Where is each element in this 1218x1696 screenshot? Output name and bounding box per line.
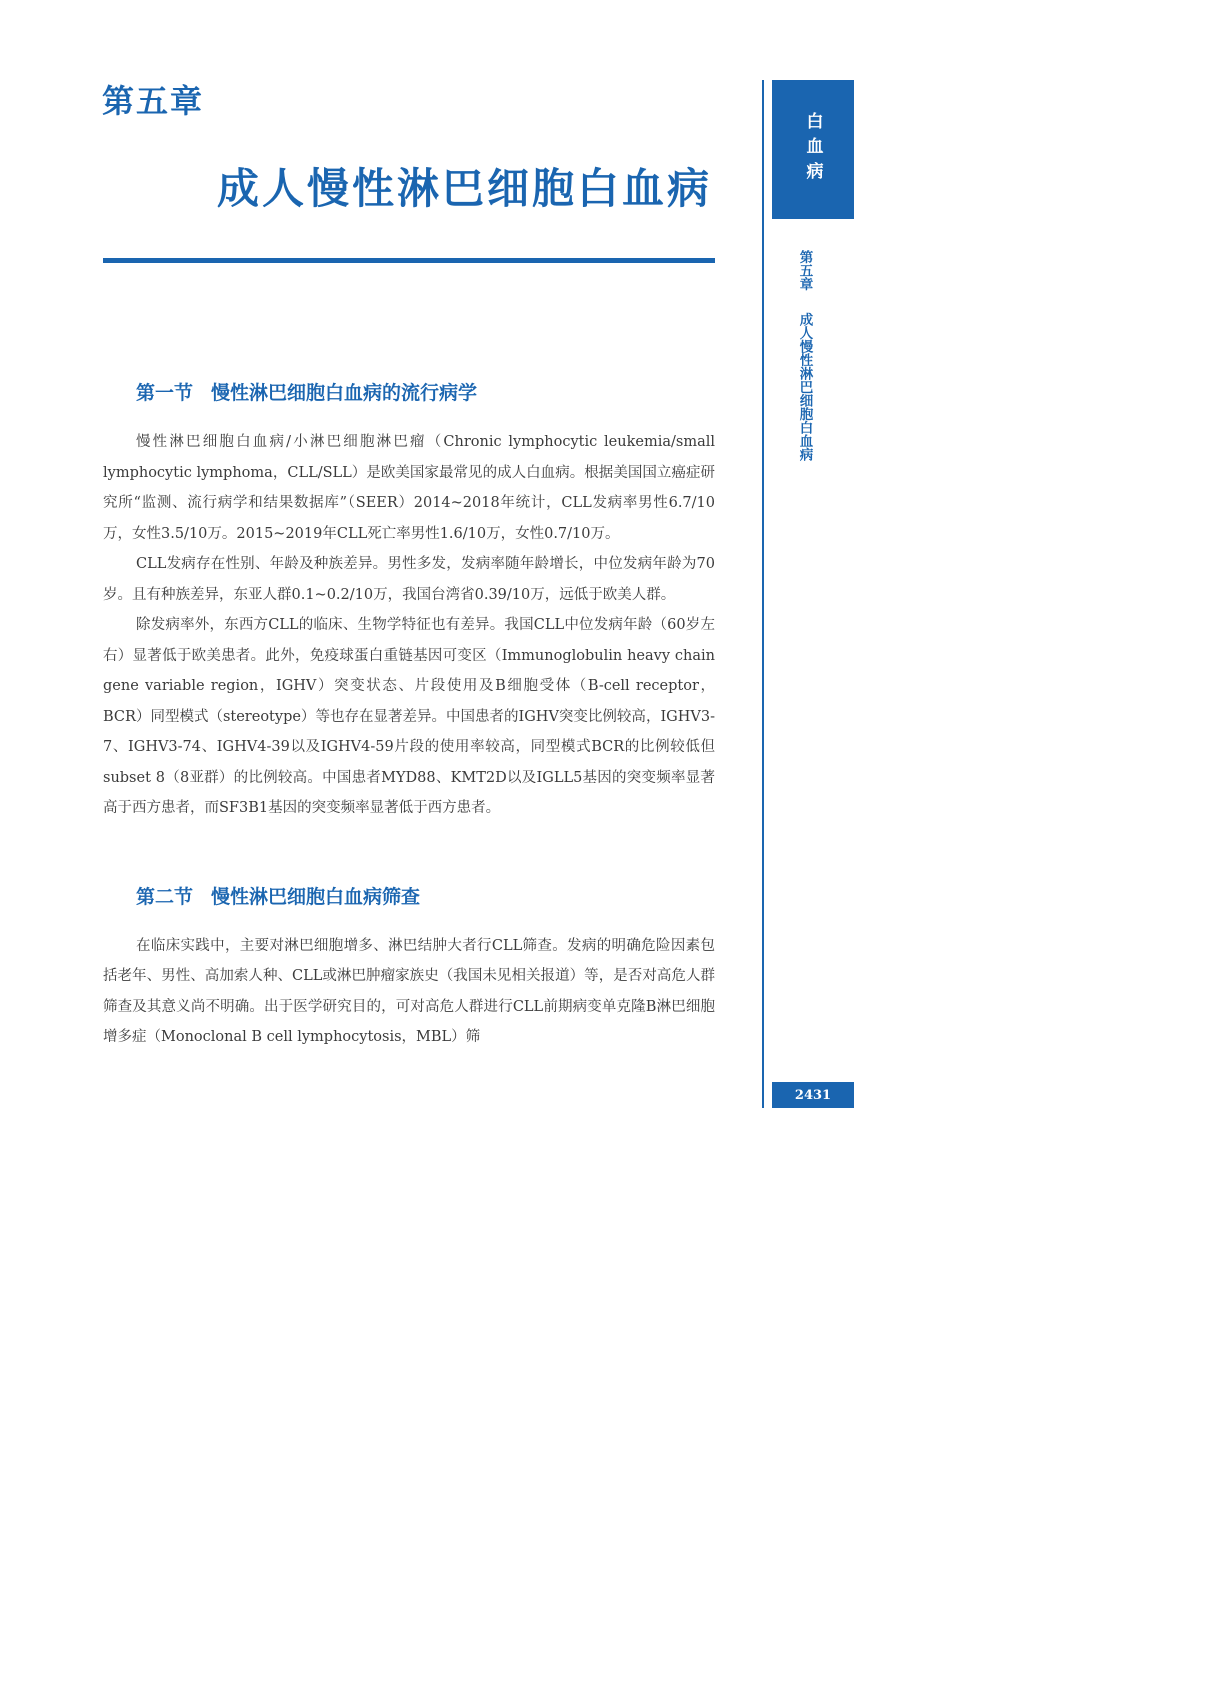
section-1 [103,378,715,824]
section-title: 慢性淋巴细胞白血病的流行病学 [211,382,478,404]
page-number: 2431 [772,1082,854,1108]
section-heading [136,882,715,909]
chapter-label: 第五章 [102,82,205,120]
sidebar-tab [772,80,854,219]
section-spacer [103,824,715,882]
sidebar-tab-label: 白血病 [802,112,823,187]
running-title: 成人慢性淋巴细胞白血病 [796,312,813,461]
section-number: 第二节 [136,885,194,908]
paragraph: CLL发病存在性别、年龄及种族差异。男性多发，发病率随年龄增长，中位发病年龄为70岁。且有种族差异，东亚人群0.1~0.2/10万，我国台湾省0.39/10万，远低于欧美人群。 [103,556,715,603]
section-title: 慢性淋巴细胞白血病筛查 [211,885,421,908]
section-number: 第一节 [136,382,194,404]
title-divider [103,258,715,263]
chapter-title: 成人慢性淋巴细胞白血病 [216,164,712,213]
running-chapter: 第五章 [796,250,813,291]
paragraph: 慢性淋巴细胞白血病/小淋巴细胞淋巴瘤（Chronic lymphocytic leukemia/small lymphocytic lymphoma，CLL/SLL）是欧美国家最常见的成人白血病。根据美国国立癌症研究所“监测、流行病学和结果数据库”（SEER）2014~2018年统计，CLL发病率男性6.7/10万，女性3.5/10万。2015~2019年CLL死亡率男性1.6/10万，女性0.7/10万。 [103,434,715,542]
paragraph: 在临床实践中，主要对淋巴细胞增多、淋巴结肿大者行CLL筛查。发病的明确危险因素包括老年、男性、高加索人种、CLL或淋巴肿瘤家族史（我国未见相关报道）等，是否对高危人群筛查及其意义尚不明确。出于医学研究目的，可对高危人群进行CLL前期病变单克隆B淋巴细胞增多症（Monoclonal B cell lymphocytosis，MBL）筛 [103,937,715,1045]
running-header [797,250,811,461]
main-content [103,378,715,1053]
section-heading [136,378,715,405]
paragraph: 除发病率外，东西方CLL的临床、生物学特征也有差异。我国CLL中位发病年龄（60岁左右）显著低于欧美患者。此外，免疫球蛋白重链基因可变区（Immunoglobulin heavy chain gene variable region，IGHV）突变状态、片段使用及B细胞受体（B-cell receptor，BCR）同型模式（stereotype）等也存在显著差异。中国患者的IGHV突变比例较高，IGHV3-7、IGHV3-74、IGHV4-39以及IGHV4-59片段的使用率较高，同型模式BCR的比例较低但subset 8（8亚群）的比例较高。中国患者MYD88、KMT2D以及IGLL5基因的突变频率显著高于西方患者，而SF3B1基因的突变频率显著低于西方患者。 [103,617,715,816]
sidebar-rule [762,80,764,1108]
section-2 [103,882,715,1053]
